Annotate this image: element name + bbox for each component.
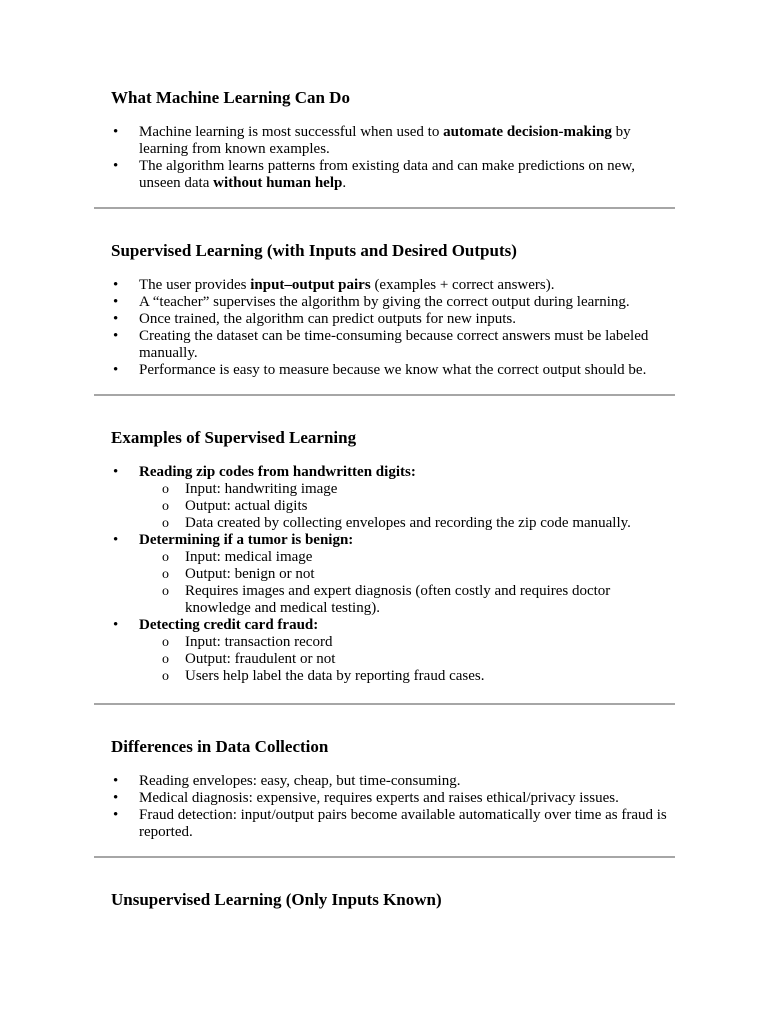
sub-list-item: o Output: actual digits	[166, 498, 676, 515]
bullet-list-data-collection	[111, 773, 676, 841]
list-item: • Medical diagnosis: expensive, requires experts and raises ethical/privacy issues.	[111, 790, 676, 807]
section-divider	[94, 394, 675, 396]
section-divider	[94, 856, 675, 858]
list-item: • The algorithm learns patterns from existing data and can make predictions on new, unseen data without human help.	[111, 158, 676, 192]
list-item: • Reading zip codes from handwritten digits: o Input: handwriting image o Output: actual digits o Data created by collecting envelopes and recording the zip code manually.	[111, 464, 676, 532]
list-item: • A “teacher” supervises the algorithm by giving the correct output during learning.	[111, 294, 676, 311]
list-item: • Detecting credit card fraud: o Input: transaction record o Output: fraudulent or not o Users help label the data by reporting fraud cases.	[111, 617, 676, 685]
sub-list-item: o Input: transaction record	[166, 634, 676, 651]
sub-list	[139, 481, 676, 532]
bullet-list-supervised	[111, 277, 676, 379]
section-divider	[94, 207, 675, 209]
sub-list-item: o Output: fraudulent or not	[166, 651, 676, 668]
bullet-list-examples	[111, 464, 676, 685]
list-item: • Creating the dataset can be time-consuming because correct answers must be labeled manually.	[111, 328, 676, 362]
list-item: • Determining if a tumor is benign: o Input: medical image o Output: benign or not o Requires images and expert diagnosis (often costly and requires doctor knowledge and medical testing).	[111, 532, 676, 617]
list-item: • Performance is easy to measure because we know what the correct output should be.	[111, 362, 676, 379]
list-item: • The user provides input–output pairs (examples + correct answers).	[111, 277, 676, 294]
section-heading-unsupervised: Unsupervised Learning (Only Inputs Known)	[111, 890, 442, 909]
sub-list-item: o Input: handwriting image	[166, 481, 676, 498]
list-item: • Fraud detection: input/output pairs become available automatically over time as fraud is reported.	[111, 807, 676, 841]
list-item: • Reading envelopes: easy, cheap, but time-consuming.	[111, 773, 676, 790]
sub-list-item: o Requires images and expert diagnosis (often costly and requires doctor knowledge and medical testing).	[166, 583, 676, 617]
bullet-list-ml-can-do	[111, 124, 676, 192]
sub-list-item: o Output: benign or not	[166, 566, 676, 583]
sub-list	[139, 549, 676, 617]
section-heading-supervised-learning: Supervised Learning (with Inputs and Desired Outputs)	[111, 241, 517, 260]
sub-list	[139, 634, 676, 685]
section-heading-what-ml-can-do: What Machine Learning Can Do	[111, 88, 350, 107]
sub-list-item: o Users help label the data by reporting fraud cases.	[166, 668, 676, 685]
sub-list-item: o Data created by collecting envelopes and recording the zip code manually.	[166, 515, 676, 532]
list-item: • Machine learning is most successful when used to automate decision-making by learning from known examples.	[111, 124, 676, 158]
section-heading-examples: Examples of Supervised Learning	[111, 428, 357, 447]
list-item: • Once trained, the algorithm can predict outputs for new inputs.	[111, 311, 676, 328]
sub-list-item: o Input: medical image	[166, 549, 676, 566]
section-divider	[94, 703, 675, 705]
section-heading-data-collection: Differences in Data Collection	[111, 737, 329, 756]
